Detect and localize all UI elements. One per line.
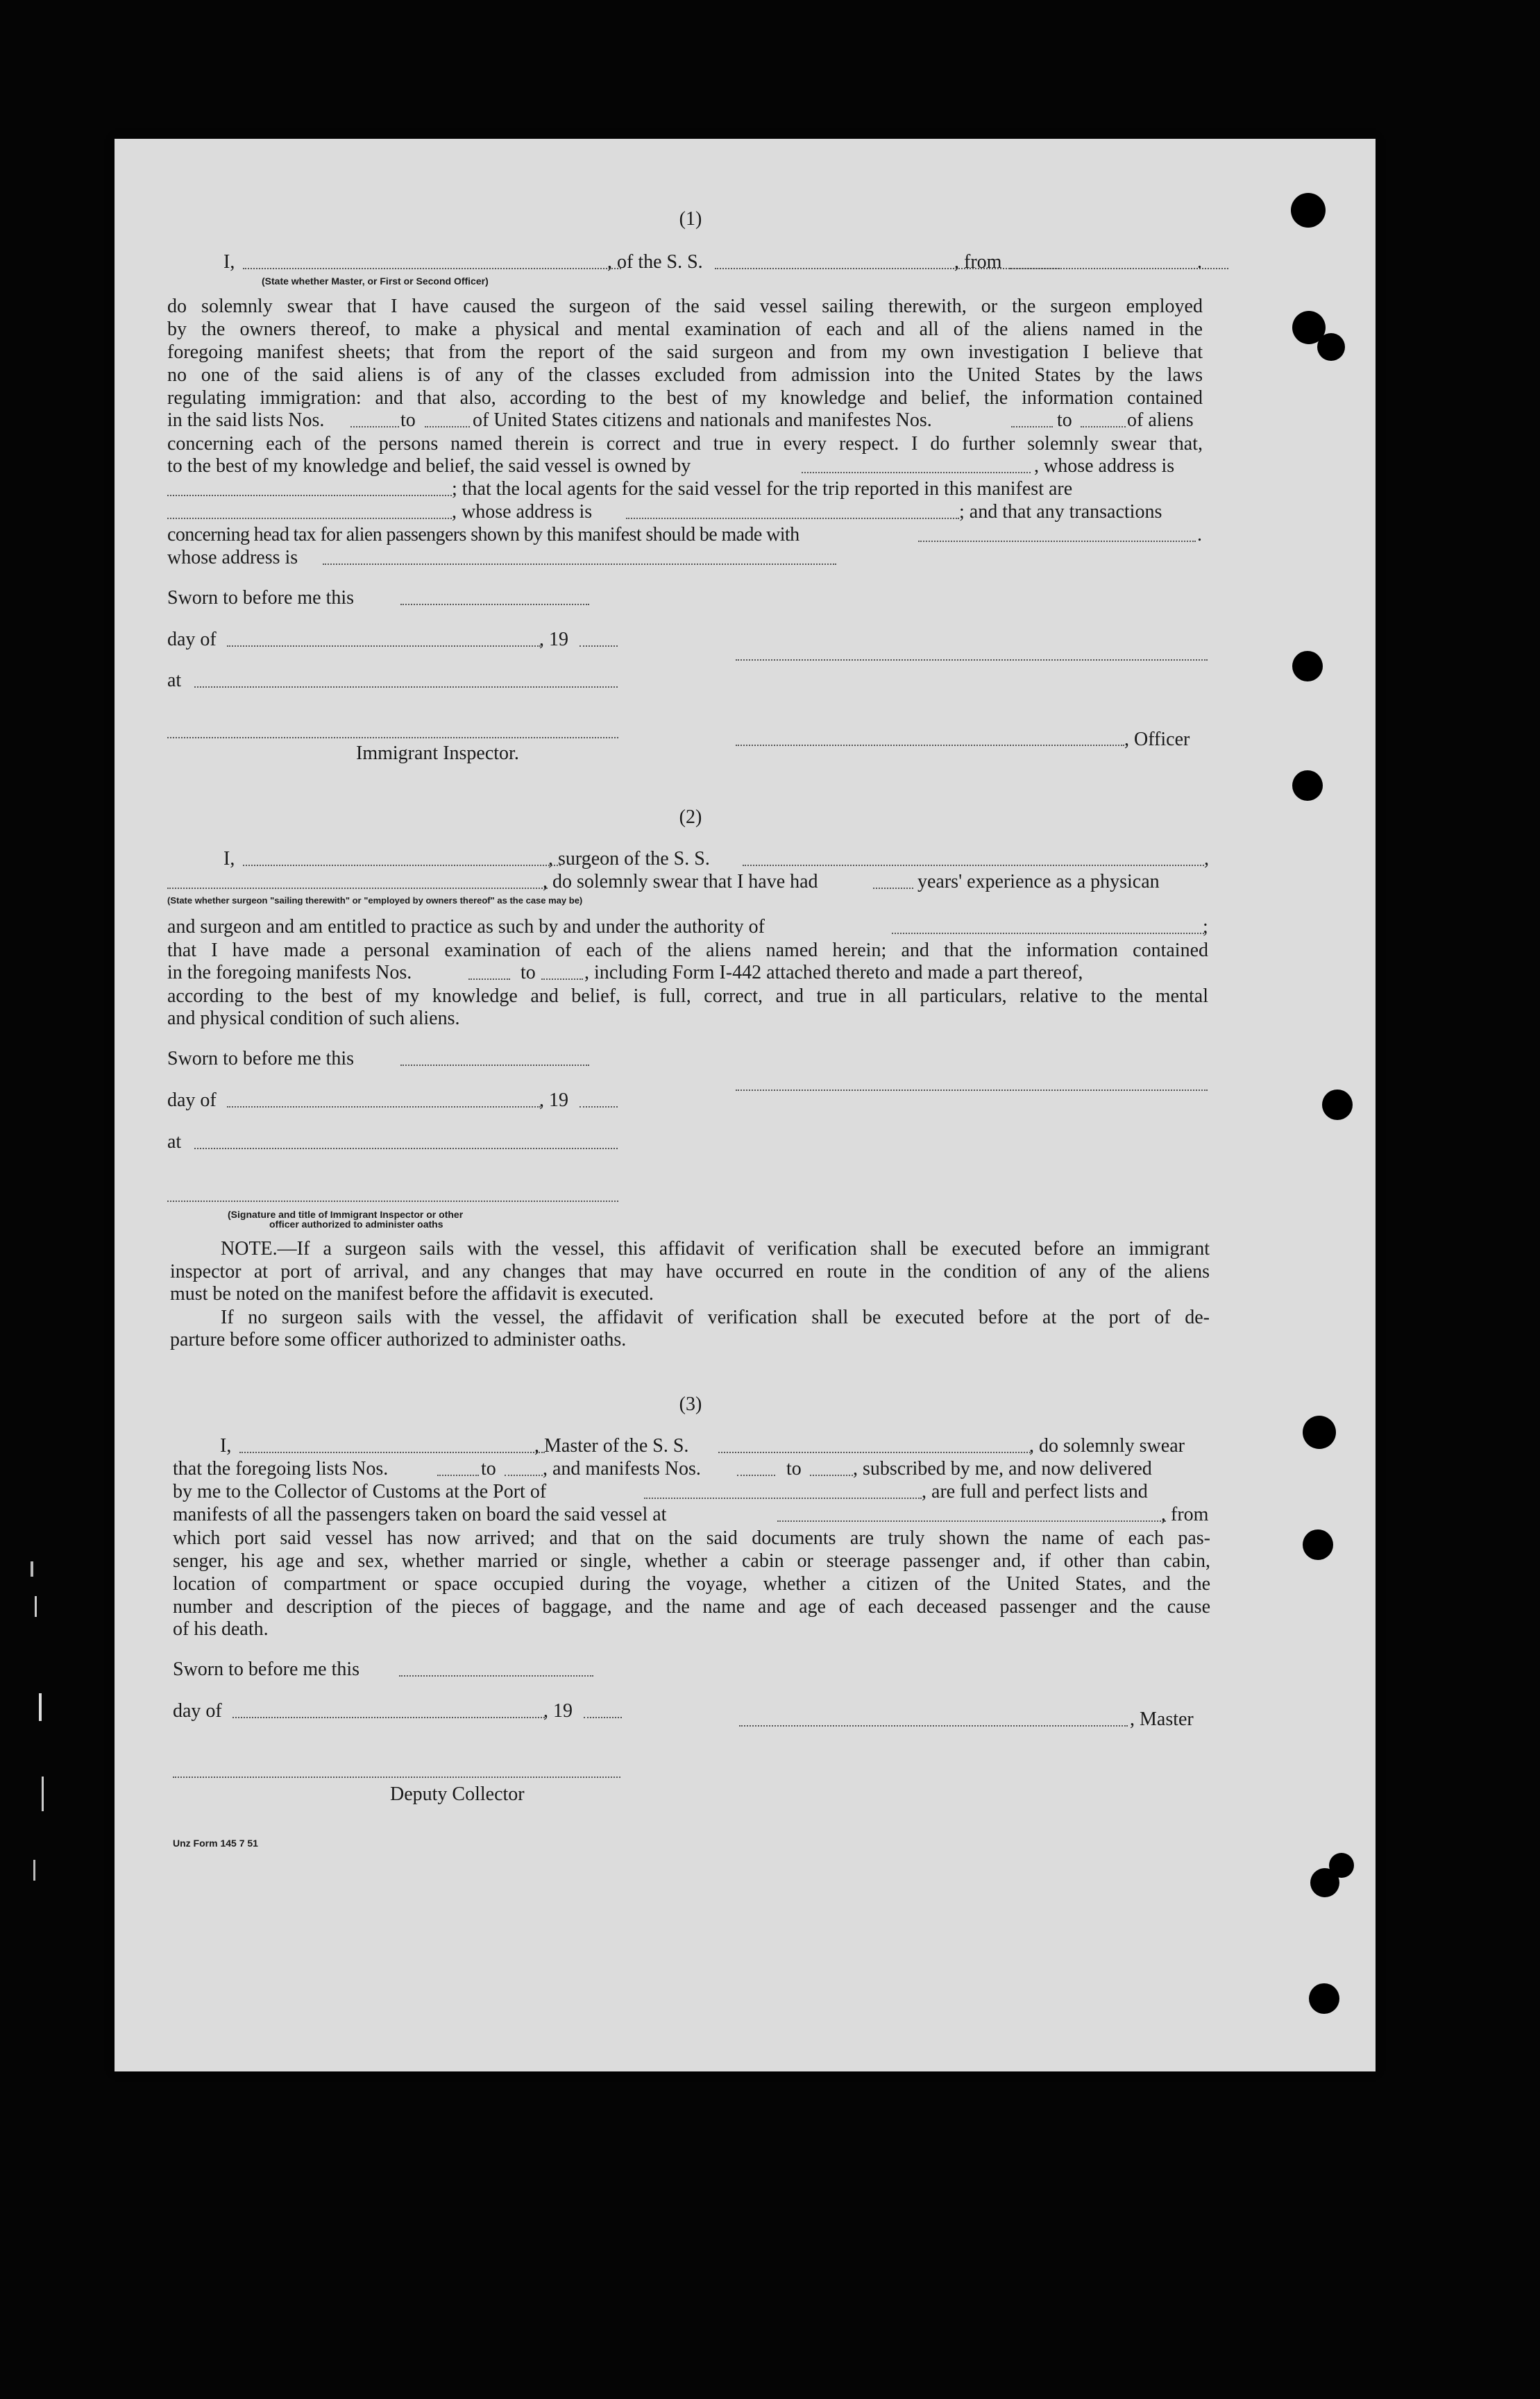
s1-year-label: , 19 (539, 629, 568, 650)
s1-agents-address-blank (626, 518, 959, 519)
punch-hole (1303, 1529, 1333, 1560)
s2-line1-end: , (1204, 848, 1209, 870)
s2-note-line-2: inspector at port of arrival, and any changes that may have occurred en route in the condition of any of the aliens (170, 1261, 1210, 1282)
s1-whose-address: whose address is (167, 547, 298, 568)
s3-lists-text: , are full and perfect lists and (922, 1481, 1148, 1502)
s1-line1-end: . (1197, 251, 1202, 273)
s2-text-line-6: according to the best of my knowledge and belief, is full, correct, and true in all particulars, relative to the mental (167, 985, 1208, 1007)
s1-day-blank (227, 645, 541, 647)
s3-lists-label: that the foregoing lists Nos. (173, 1458, 389, 1480)
s2-manifests-label: in the foregoing manifests Nos. (167, 962, 412, 983)
s2-form-text: , including Form I-442 attached thereto and made a part thereof, (584, 962, 1083, 983)
s2-surgeon-blank (243, 865, 561, 866)
s1-head-tax-blank (918, 541, 1196, 542)
s2-capacity-note: (State whether surgeon "sailing therewith" or "employed by owners thereof" as the case may be) (167, 895, 583, 906)
s1-owner-address-label: , whose address is (1034, 455, 1175, 477)
s1-officer-label: , Officer (1124, 729, 1190, 750)
s3-text-line-6: senger, his age and sex, whether married or single, whether a cabin or steerage passenger and, if other than cabin, (173, 1550, 1210, 1572)
s1-line1-from: , from (954, 251, 1002, 273)
s1-line1-ss: , of the S. S. (607, 251, 703, 273)
s1-manifests-from-blank (1011, 426, 1053, 427)
section-1-number: (1) (679, 208, 702, 230)
s1-text-line-7: concerning each of the persons named therein is correct and true in every respect. I do further solemnly swear that, (167, 433, 1203, 455)
s1-inspector-blank (167, 737, 618, 738)
s3-master-signature-blank (739, 1725, 1128, 1727)
s2-year-label: , 19 (539, 1090, 568, 1111)
s1-at-blank (194, 686, 618, 688)
s1-lists-from-blank (350, 426, 399, 427)
s1-head-tax-end: . (1197, 524, 1202, 545)
s2-year-blank (579, 1106, 618, 1108)
s3-manifests-from-blank (737, 1475, 775, 1476)
s2-text-line-4: that I have made a personal examination of each of the aliens named herein; and that the information contained (167, 940, 1208, 961)
punch-hole (1292, 651, 1323, 681)
s1-line1-prefix: I, (223, 251, 235, 273)
s1-text-line-5: regulating immigration: and that also, according to the best of my knowledge and belief, the information contained (167, 387, 1203, 409)
s2-note-line-4: If no surgeon sails with the vessel, the affidavit of verification shall be executed before at the port of de- (221, 1307, 1210, 1328)
s3-manifests-to: to (786, 1458, 802, 1480)
s2-authority-text: and surgeon and am entitled to practice as such by and under the authority of (167, 916, 765, 938)
section-2-number: (2) (679, 806, 702, 828)
s3-text-line-8: number and description of the pieces of baggage, and the name and age of each deceased passenger and the cause (173, 1596, 1210, 1618)
s3-master-label: , Master (1130, 1709, 1194, 1730)
s1-manifests-to-blank (1081, 426, 1126, 427)
s3-port-blank (644, 1498, 922, 1499)
punch-hole (1322, 1090, 1353, 1120)
s1-at-label: at (167, 670, 182, 691)
s3-year-blank (584, 1717, 622, 1718)
s2-swear-text: , do solemnly swear that I have had (543, 871, 818, 892)
s1-agents-blank (167, 518, 452, 519)
s1-text-line-2: by the owners thereof, to make a physical and mental examination of each and all of the aliens named in the (167, 319, 1203, 340)
s3-text-line-7: location of compartment or space occupied during the voyage, whether a citizen of the United States, and the (173, 1573, 1210, 1595)
s1-lists-to-blank (425, 426, 470, 427)
s3-day-blank (232, 1717, 545, 1718)
s1-of-aliens: of aliens (1127, 409, 1194, 431)
s1-text-line-3: foregoing manifest sheets; that from the report of the said surgeon and from my own investigation I believe that (167, 341, 1203, 363)
s3-sworn-label: Sworn to before me this (173, 1659, 360, 1680)
s3-text-line-9: of his death. (173, 1618, 269, 1640)
s3-subscribed-text: , subscribed by me, and now delivered (853, 1458, 1152, 1480)
s2-capacity-blank (167, 888, 548, 889)
s1-officer-note: (State whether Master, or First or Second Officer) (262, 275, 489, 287)
s2-note-line-5: parture before some officer authorized to administer oaths. (170, 1329, 627, 1350)
s2-day-blank (227, 1106, 541, 1108)
s3-master-blank (239, 1452, 545, 1453)
s1-sworn-blank (400, 604, 589, 605)
s3-port-of-departure-blank (777, 1520, 1166, 1522)
s2-day-of-label: day of (167, 1090, 217, 1111)
s2-vessel-blank (743, 865, 1204, 866)
s1-from-blank (1010, 268, 1228, 269)
film-speck (42, 1777, 44, 1811)
s2-sworn-label: Sworn to before me this (167, 1048, 355, 1069)
s1-transactions-text: ; and that any transactions (959, 501, 1162, 523)
manifest-page (115, 139, 1376, 2071)
s3-swear-text: , do solemnly swear (1029, 1435, 1185, 1457)
s1-text-line-4: no one of the said aliens is of any of the classes excluded from admission into the United States by the laws (167, 364, 1203, 386)
s1-citizens-text: of United States citizens and nationals and manifestes Nos. (473, 409, 932, 431)
s2-at-label: at (167, 1131, 182, 1153)
s3-text-line-5: which port said vessel has now arrived; and that on the said documents are truly shown the name of each pas- (173, 1527, 1210, 1549)
s3-day-of-label: day of (173, 1700, 222, 1722)
film-speck (33, 1860, 35, 1881)
s3-taken-on-board: manifests of all the passengers taken on board the said vessel at (173, 1504, 667, 1525)
punch-hole (1303, 1416, 1336, 1449)
punch-hole (1309, 1983, 1339, 2014)
s2-signature-blank (736, 1090, 1208, 1091)
film-speck (35, 1596, 37, 1617)
s1-text-line-1: do solemnly swear that I have caused the surgeon of the said vessel sailing therewith, or the surgeon employed (167, 296, 1203, 317)
s1-whose-address-blank (323, 563, 836, 565)
s1-owned-by: to the best of my knowledge and belief, the said vessel is owned by (167, 455, 691, 477)
s1-inspector-label: Immigrant Inspector. (356, 743, 519, 764)
film-speck (31, 1561, 33, 1577)
s1-head-tax-text: concerning head tax for alien passengers shown by this manifest should be made with (167, 524, 799, 545)
s2-signature-note-2: officer authorized to administer oaths (269, 1219, 443, 1230)
s3-manifests-label: , and manifests Nos. (543, 1458, 701, 1480)
s2-inspector-blank (167, 1201, 618, 1202)
s3-lists-to-blank (505, 1475, 543, 1476)
form-number: Unz Form 145 7 51 (173, 1838, 258, 1849)
s3-lists-from-blank (437, 1475, 479, 1476)
s2-manifests-to: to (521, 962, 536, 983)
s2-sworn-blank (400, 1065, 589, 1066)
film-speck (39, 1693, 42, 1721)
punch-hole (1292, 770, 1323, 801)
s1-agents-address-label: , whose address is (452, 501, 593, 523)
s1-day-of-label: day of (167, 629, 217, 650)
s1-year-blank (579, 645, 618, 647)
s1-owner-blank (802, 472, 1031, 473)
s2-experience-text: years' experience as a physican (917, 871, 1160, 892)
s1-manifests-to: to (1057, 409, 1072, 431)
s2-manifests-to-blank (541, 978, 583, 980)
s2-note-line-3: must be noted on the manifest before the affidavit is executed. (170, 1283, 654, 1305)
section-3-number: (3) (679, 1393, 702, 1415)
s3-from-label: , from (1161, 1504, 1209, 1525)
s2-manifests-from-blank (468, 978, 510, 980)
s3-collector-label: Deputy Collector (390, 1783, 525, 1805)
s3-line1-prefix: I, (220, 1435, 232, 1457)
s1-lists-label: in the said lists Nos. (167, 409, 325, 431)
s1-signature-blank (736, 659, 1208, 661)
s3-vessel-blank (718, 1452, 1031, 1453)
s1-owner-address-blank (167, 495, 452, 496)
s2-years-blank (873, 888, 913, 889)
s3-port-label: by me to the Collector of Customs at the Port of (173, 1481, 547, 1502)
s2-signature-note-1: (Signature and title of Immigrant Inspector or other (228, 1209, 464, 1220)
s2-text-line-7: and physical condition of such aliens. (167, 1008, 460, 1029)
s2-surgeon-ss: , surgeon of the S. S. (548, 848, 710, 870)
punch-hole (1329, 1853, 1354, 1878)
s1-sworn-label: Sworn to before me this (167, 587, 355, 609)
s2-authority-blank (892, 933, 1204, 934)
s3-sworn-blank (399, 1675, 593, 1677)
punch-hole (1291, 193, 1326, 228)
s3-lists-to: to (481, 1458, 496, 1480)
s1-officer-blank (243, 268, 621, 269)
s2-at-blank (194, 1148, 618, 1149)
s1-lists-to: to (400, 409, 416, 431)
s3-year-label: , 19 (543, 1700, 573, 1722)
punch-hole (1317, 333, 1345, 361)
s3-manifests-to-blank (810, 1475, 853, 1476)
s2-note-line-1: NOTE.—If a surgeon sails with the vessel, this affidavit of verification shall be executed before an immigrant (221, 1238, 1210, 1260)
s1-agents-text: ; that the local agents for the said vessel for the trip reported in this manifest are (452, 478, 1073, 500)
s3-collector-blank (173, 1777, 620, 1778)
s2-line1-prefix: I, (223, 848, 235, 870)
s3-master-ss: , Master of the S. S. (534, 1435, 689, 1457)
s1-officer-blank-line (736, 745, 1124, 746)
s2-authority-end: ; (1203, 916, 1208, 938)
